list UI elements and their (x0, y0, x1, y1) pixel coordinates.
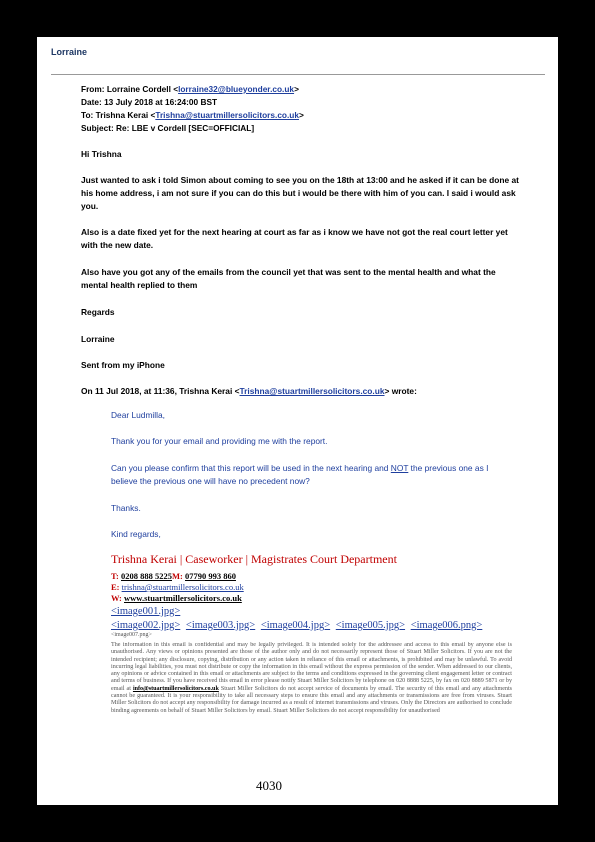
signature-name: Trishna Kerai | Caseworker | Magistrates Court Department (111, 552, 397, 566)
image-attachment[interactable]: <image001.jpg> (111, 606, 181, 617)
signature-email: E: trishna@stuartmillersolicitors.co.uk (111, 582, 244, 592)
from-line: From: Lorraine Cordell <lorraine32@blueyonder.co.uk> (81, 84, 299, 94)
subject-line: Subject: Re: LBE v Cordell [SEC=OFFICIAL] (81, 123, 255, 133)
paragraph-3: Also have you got any of the emails from the council yet that was sent to the mental health and what the mental health replied to them (81, 267, 496, 290)
signature-website: W: www.stuartmillersolicitors.co.uk (111, 593, 242, 603)
sender-name-heading: Lorraine (51, 47, 88, 57)
quoted-greeting: Dear Ludmilla, (111, 410, 165, 420)
header-divider (51, 74, 545, 75)
image-attachments-row-1 (111, 606, 183, 617)
image-placeholder: <image007.png> (111, 632, 152, 638)
document-page (37, 37, 558, 805)
from-email-link[interactable]: lorraine32@blueyonder.co.uk (178, 84, 295, 94)
phone-link[interactable]: 0208 888 5225 (121, 571, 172, 581)
paragraph-2: Also is a date fixed yet for the next hearing at court as far as i know we have not got the real court letter yet with the new date. (81, 227, 508, 250)
image-attachment[interactable]: <image006.png> (410, 620, 483, 631)
image-attachment[interactable]: <image003.jpg> (185, 620, 256, 631)
to-email-link[interactable]: Trishna@stuartmillersolicitors.co.uk (155, 110, 299, 120)
quoted-thanks: Thanks. (111, 503, 141, 513)
paragraph-1: Just wanted to ask i told Simon about coming to see you on the 18th at 13:00 and he asked if it can be done at his home address, i am not sure if you can do this but i would be there with him of you can. I said i would ask you. (81, 175, 519, 211)
page-number: 4030 (256, 778, 282, 793)
signature-phone: T: 0208 888 5225M: 07790 993 860 (111, 571, 236, 581)
date-line: Date: 13 July 2018 at 16:24:00 BST (81, 97, 218, 107)
quoted-kind-regards: Kind regards, (111, 529, 161, 539)
image-attachments-row-2 (111, 620, 485, 631)
sent-from: Sent from my iPhone (81, 360, 165, 370)
quote-header: On 11 Jul 2018, at 11:36, Trishna Kerai <Trishna@stuartmillersolicitors.co.uk> wrote: (81, 386, 417, 396)
quoted-thanks-line: Thank you for your email and providing me with the report. (111, 436, 328, 446)
signature-email-link[interactable]: trishna@stuartmillersolicitors.co.uk (121, 582, 244, 592)
image-attachment[interactable]: <image004.jpg> (260, 620, 331, 631)
disclaimer-email-link[interactable]: info@stuartmillersolicitors.co.uk (132, 685, 219, 692)
regards: Regards (81, 307, 115, 317)
to-line: To: Trishna Kerai <Trishna@stuartmillersolicitors.co.uk> (81, 110, 304, 120)
mobile-link[interactable]: 07790 993 860 (184, 571, 236, 581)
quote-email-link[interactable]: Trishna@stuartmillersolicitors.co.uk (239, 386, 385, 396)
quoted-question: Can you please confirm that this report will be used in the next hearing and NOT the previous one as I believe the previous one will have no precedent now? (111, 463, 489, 486)
website-link[interactable]: www.stuartmillersolicitors.co.uk (124, 593, 242, 603)
image-attachment[interactable]: <image005.jpg> (335, 620, 406, 631)
legal-disclaimer: The information in this email is confidential and may be legally privileged. It is intended solely for the addressee and access to this email by anyone else is unauthorised. Any views or opinions presented are those of the author only and do not necessarily represent those of Stuart Miller Solicitors. If you are not the intended recipient; any disclosure, copying, distribution or any action taken in reliance of this email or attachments, is prohibited and may be unlawful. To avoid incurring legal liabilities, you must not distribute or copy the information in this email without the express permission of the sender. When addressed to our clients, any opinions or advice contained in this email or attachments are subject to the terms and conditions expressed in the governing client engagement letter or contract and terms of business. If you have received this email in error please notify Stuart Miller Solicitors by telephone on 020 8888 5225, by fax on 020 8889 5871 or by email at info@stuartmillersolicitors.co.uk Stuart Miller Solicitors do not accept service of documents by email. The security of this email and any attachments cannot be guaranteed. It is your responsibility to take all necessary steps to ensure this email and any attachments or transmissions are free from viruses. Stuart Miller Solicitors do not accept any responsibility for damage incurred as a result of internet transmissions and viruses. Only the Directors are authorised to conclude binding agreements on behalf of Stuart Miller Solicitors by email. Stuart Miller Solicitors do not accept responsibility for unauthorised (111, 642, 512, 714)
greeting: Hi Trishna (81, 149, 122, 159)
signoff-name: Lorraine (81, 334, 115, 344)
image-attachment[interactable]: <image002.jpg> (111, 620, 181, 631)
